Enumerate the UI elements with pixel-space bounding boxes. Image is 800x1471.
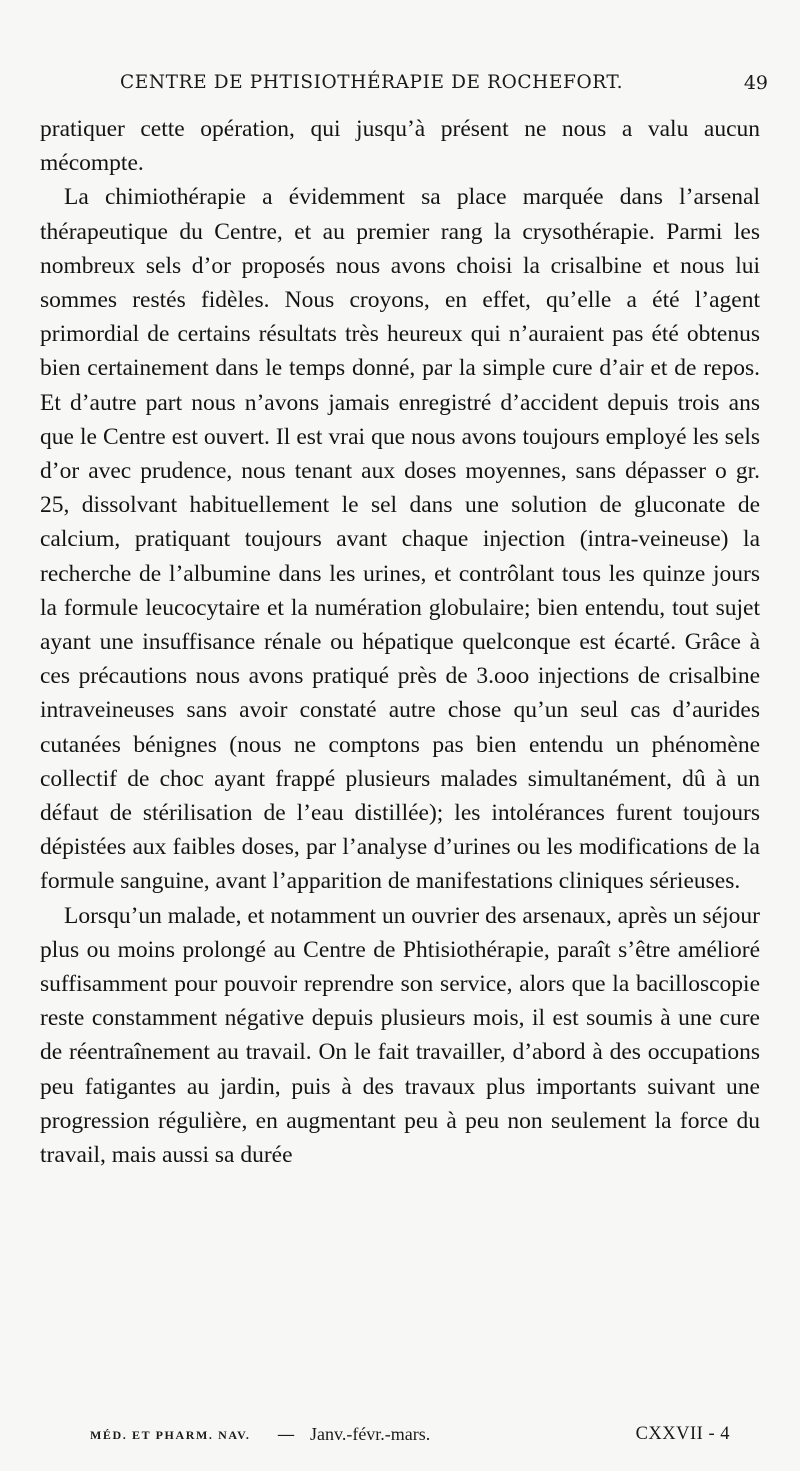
running-title: CENTRE DE PHTISIOTHÉRAPIE DE ROCHEFORT. <box>120 72 624 93</box>
running-head <box>40 72 768 102</box>
body-text <box>40 112 760 1172</box>
signature-mark: CXXVII - 4 <box>635 1424 730 1444</box>
paragraph-1: pratiquer cette opération, qui jusqu’à présent ne nous a valu aucun mécompte. <box>40 116 760 177</box>
paragraph-3: Lorsqu’un malade, et notamment un ouvrier des arsenaux, après un séjour plus ou moins prolongé au Centre de Phtisiothérapie, paraît s’être amélioré suffisamment pour pouvoir reprendre son service, alors que la bacilloscopie reste constamment négative depuis plusieurs mois, il est soumis à une cure de réentraînement au travail. On le fait travailler, d’abord à des occupations peu fatigantes au jardin, puis à des travaux plus importants suivant une progression régulière, en augmentant peu à peu non seulement la force du travail, mais aussi sa durée <box>40 902 760 1169</box>
footer-separator: — <box>277 1424 295 1445</box>
paragraph-2: La chimiothérapie a évidemment sa place marquée dans l’arsenal thérapeutique du Centre, et au premier rang la crysothérapie. Parmi les nombreux sels d’or proposés nous avons choisi la crisalbine et nous lui sommes restés fidèles. Nous croyons, en effet, qu’elle a été l’agent primordial de certains résultats très heureux qui n’auraient pas été obtenus bien certainement dans le temps donné, par la simple cure d’air et de repos. Et d’autre part nous n’avons jamais enregistré d’accident depuis trois ans que le Centre est ouvert. Il est vrai que nous avons toujours employé les sels d’or avec prudence, nous tenant aux doses moyennes, sans dépasser o gr. 25, dissolvant habituellement le sel dans une solution de gluconate de calcium, pratiquant toujours avant chaque injection (intra-veineuse) la recherche de l’albumine dans les urines, et contrôlant tous les quinze jours la formule leucocytaire et la numération globulaire; bien entendu, tout sujet ayant une insuffisance rénale ou hépatique quelconque est écarté. Grâce à ces précautions nous avons pratiqué près de 3.ooo injections de crisalbine intraveineuses sans avoir constaté autre chose qu’un seul cas d’aurides cutanées bénignes (nous ne comptons pas bien entendu un phénomène collectif de choc ayant frappé plusieurs malades simultanément, dû à un défaut de stérilisation de l’eau distillée); les intolérances furent toujours dépistées aux faibles doses, par l’analyse d’urines ou les modifications de la formule sanguine, avant l’apparition de manifestations cliniques sérieuses. <box>40 184 760 895</box>
journal-abbreviation: MÉD. ET PHARM. NAV. <box>90 1428 251 1442</box>
page-number: 49 <box>743 72 768 94</box>
issue-period: Janv.-févr.-mars. <box>310 1424 431 1444</box>
page-footer <box>40 1424 760 1454</box>
